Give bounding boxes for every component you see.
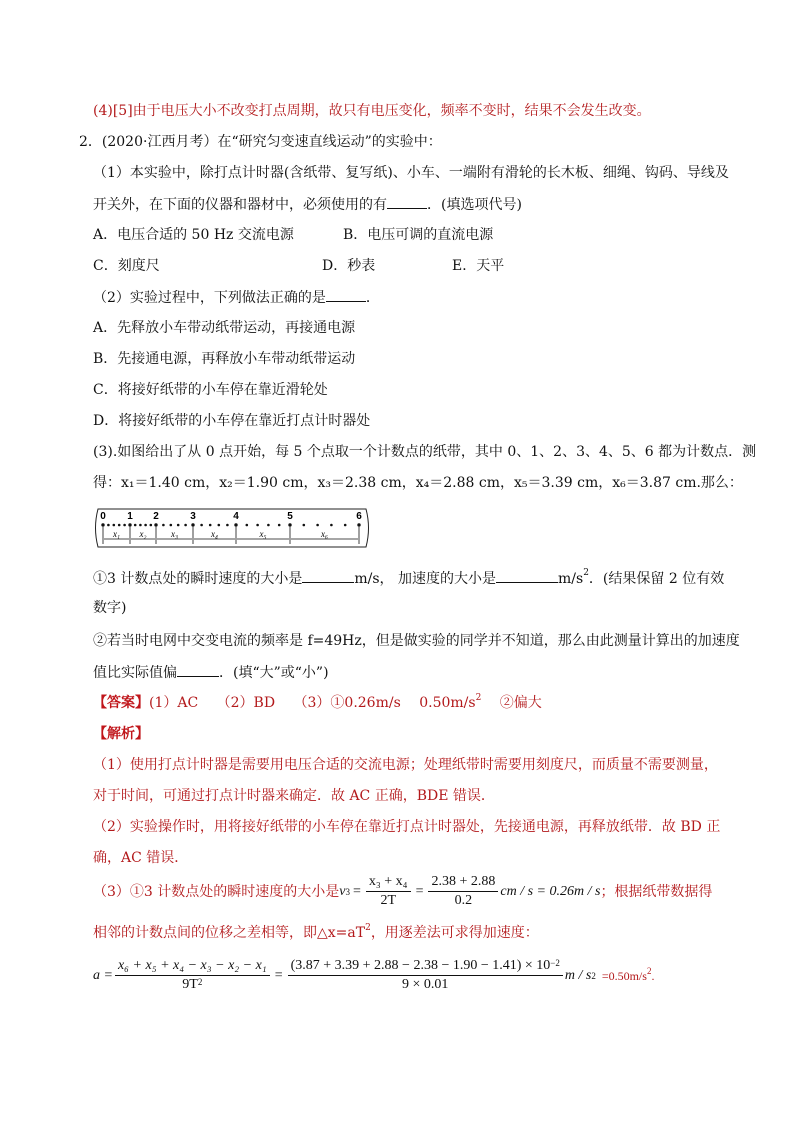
tape-point-label: 3 — [190, 511, 196, 522]
tape-dot — [303, 524, 306, 527]
tape-segment-label: x₂ — [139, 529, 147, 539]
option-E1 — [452, 256, 504, 276]
analysis-2-line1 — [93, 817, 720, 837]
tape-count-dot — [191, 523, 194, 526]
tape-dot — [123, 524, 126, 527]
answer-sup: 2 — [475, 693, 482, 703]
acc-frac1-num-text: x₆ + x₅ + x₄ − x₃ − x₂ − x₁ — [117, 958, 267, 973]
option-C1-text: C．刻度尺 — [93, 258, 160, 274]
option-A1 — [93, 225, 294, 245]
paper-tape-figure — [92, 506, 372, 550]
answer-text: (1）AC （2）BD （3）①0.26m/s 0.50m/s — [149, 695, 476, 711]
tape-dot — [200, 524, 203, 527]
acc-frac1-den-sup: 2 — [197, 977, 203, 987]
acceleration-formula: a = $\frac{\text{x₆ + x₅ + x₄ − x₃ − x₂ − x₁}}{9T^2}$ = $\frac{(3.87 + 3.39 + 2.88 - 2.38 - 1.90 - 1.41) \times 10^{-2}}{9 \times 0.01}$ m / s 2 $=0.50m/s^2$. — [93, 958, 655, 992]
q2-sub1-text-c: m/s — [558, 571, 584, 587]
tape-count-dot — [154, 523, 157, 526]
option-D1 — [322, 256, 375, 276]
tape-segment-label: x₁ — [112, 529, 121, 539]
q2-sub1-text-b: m/s， 加速度的大小是 — [354, 571, 496, 587]
analysis-label-line — [93, 724, 149, 744]
tape-dot — [226, 524, 229, 527]
tape-dot — [162, 524, 165, 527]
option-C2-text: C．将接好纸带的小车停在靠近滑轮处 — [93, 382, 328, 398]
tape-dot — [177, 524, 180, 527]
q2-part1-line1 — [93, 163, 729, 183]
acceleration-fraction-2 — [288, 958, 563, 993]
tape-point-label: 2 — [153, 511, 159, 522]
q2-part1-text-b: 开关外，在下面的仪器和器材中，必须使用的有 — [93, 197, 387, 213]
tape-count-dot — [357, 523, 360, 526]
tape-dot — [113, 524, 116, 527]
option-C1 — [93, 256, 160, 276]
tape-dot — [144, 524, 147, 527]
tape-dot — [184, 524, 187, 527]
analysis-2-text-b: 确，AC 错误． — [93, 850, 189, 866]
velocity-subscript: 3 — [345, 886, 350, 897]
q2-part1-line2 — [93, 194, 522, 215]
answer-blank-3[interactable] — [302, 568, 354, 583]
option-D1-text: D．秒表 — [322, 258, 376, 274]
prev-answer-line — [93, 101, 651, 121]
analysis-3b-tail: ，用逐差法可求得加速度： — [370, 925, 539, 941]
tape-dot — [316, 524, 319, 527]
tape-dot — [118, 524, 121, 527]
q2-sub2-text-c: ．(填“大”或“小”) — [219, 665, 329, 681]
option-D2-text: D．将接好纸带的小车停在靠近打点计时器处 — [93, 413, 371, 429]
acc-frac2-num — [288, 958, 563, 976]
velocity-unit: cm / s = 0.26m / s — [500, 883, 601, 899]
q2-sub2-text-b: 值比实际值偏 — [93, 665, 177, 681]
velocity-formula: v 3 = $\frac{\text{x₃ + x₄}}{2T}$ = $\frac{2.38 + 2.88}{0.2}$ cm / s = 0.26m / s — [339, 874, 601, 908]
answer-blank-4[interactable] — [496, 568, 558, 583]
tape-count-dot — [128, 523, 131, 526]
option-B1 — [343, 225, 493, 245]
prev-answer-text: (4)[5]由于电压大小不改变打点周期，故只有电压变化，频率不变时，结果不会发生改变。 — [93, 103, 651, 119]
tape-dot — [139, 524, 142, 527]
tape-count-dot — [101, 523, 104, 526]
analysis-2-text-a: （2）实验操作时，用将接好纸带的小车停在靠近打点计时器处，先接通电源，再释放纸带．故 BD 正 — [93, 819, 721, 835]
tape-dot — [170, 524, 173, 527]
question-2-heading — [79, 132, 442, 152]
option-C2 — [93, 380, 328, 400]
acc-frac2-den: 9 × 0.01 — [402, 977, 449, 992]
tape-dot — [267, 524, 270, 527]
q2-part3-line1 — [93, 442, 756, 462]
option-B2 — [93, 349, 355, 369]
answer-line — [93, 693, 542, 713]
q2-part2-line — [93, 287, 380, 308]
tape-segment-label: x₄ — [210, 529, 219, 539]
acc-frac1-num — [115, 958, 270, 976]
q2-sub1-line1 — [93, 568, 724, 589]
analysis-3-line1 — [93, 874, 712, 909]
analysis-label: 【解析】 — [93, 726, 149, 742]
tape-dot — [218, 524, 221, 527]
tape-segment-label: x₆ — [320, 529, 329, 539]
answer-blank-2[interactable] — [326, 287, 366, 302]
acc-frac2-num-text: (3.87 + 3.39 + 2.88 − 2.38 − 1.90 − 1.41) × 10 — [290, 958, 551, 973]
acc-frac1-den-text: 9T — [182, 977, 198, 992]
analysis-1-line2 — [93, 786, 495, 806]
tape-point-label: 0 — [100, 511, 106, 522]
analysis-3-post: ；根据纸带数据得 — [600, 883, 713, 900]
tape-count-dot — [234, 523, 237, 526]
velocity-fraction-2 — [428, 874, 498, 909]
analysis-2-line2 — [93, 848, 188, 868]
velocity-fraction-1 — [366, 874, 411, 909]
q2-part1-text-a: （1）本实验中，除打点计时器(含纸带、复写纸)、小车、一端附有滑轮的长木板、细绳、钩码、导线及 — [93, 165, 729, 181]
q2-sub1-text-e: 数字) — [93, 600, 127, 616]
velocity-frac1-num: x₃ + x₄ — [366, 874, 411, 892]
acceleration-result-end: . — [651, 968, 655, 983]
q2-part2-text: （2）实验过程中，下列做法正确的是 — [93, 290, 326, 306]
answer-blank-1[interactable] — [387, 194, 427, 209]
analysis-3-line2 — [93, 923, 539, 943]
analysis-1-text-b: 对于时间，可通过打点计时器来确定．故 AC 正确，BDE 错误． — [93, 788, 495, 804]
velocity-frac1-den: 2T — [380, 893, 396, 908]
q2-sub2-line1 — [93, 631, 740, 651]
tape-dot — [246, 524, 249, 527]
q2-sub2-text-a: ②若当时电网中交变电流的频率是 f=49Hz，但是做实验的同学并不知道，那么由此测量计算出的加速度 — [93, 633, 740, 649]
acceleration-unit: m / s — [564, 967, 592, 983]
tape-outline — [96, 509, 369, 547]
acceleration-fraction-1 — [115, 958, 270, 993]
velocity-symbol: v — [339, 883, 346, 899]
q2-sub1-text-d: ．(结果保留 2 位有效 — [588, 571, 725, 587]
q2-sub1-text-a: ①3 计数点处的瞬时速度的大小是 — [93, 571, 303, 587]
answer-tail: ②偏大 — [481, 695, 542, 711]
tape-point-label: 6 — [356, 511, 362, 522]
acceleration-unit-sup: 2 — [591, 970, 596, 981]
tape-dot — [209, 524, 212, 527]
tape-segment-label: x₅ — [259, 529, 267, 539]
acceleration-result-text: =0.50m/s — [601, 968, 647, 983]
option-A2 — [93, 318, 355, 338]
q2-part3-text-b: 得：x₁＝1.40 cm，x₂＝1.90 cm，x₃＝2.38 cm，x₄＝2.88 cm，x₅＝3.39 cm，x₆＝3.87 cm.那么： — [93, 475, 743, 491]
velocity-frac2-num: 2.38 + 2.88 — [428, 874, 498, 892]
tape-dot — [134, 524, 137, 527]
q2-part3-line2 — [93, 473, 743, 493]
option-E1-text: E．天平 — [452, 258, 505, 274]
analysis-3b-text: 相邻的计数点间的位移之差相等，即△x=aT — [93, 925, 366, 941]
analysis-1-text-a: （1）使用打点计时器是需要用电压合适的交流电源；处理纸带时需要用刻度尺，而质量不需要测量， — [93, 757, 718, 773]
q2-sub2-line2 — [93, 662, 329, 683]
q2-part1-tail: ．(填选项代号) — [427, 197, 522, 213]
q2-sub1-line2 — [93, 598, 126, 618]
analysis-3b-sup: 2 — [365, 923, 371, 933]
acc-frac2-num-sup: −2 — [550, 958, 560, 968]
tape-point-label: 4 — [233, 511, 239, 522]
velocity-frac2-den: 0.2 — [454, 893, 473, 908]
acc-frac1-den — [179, 976, 205, 993]
tape-dot — [107, 524, 110, 527]
option-B1-text: B．电压可调的直流电源 — [343, 227, 494, 243]
tape-count-dot — [288, 523, 291, 526]
acceleration-result-sup: 2 — [646, 965, 652, 976]
q2-sub1-sup: 2 — [583, 568, 589, 578]
answer-label: 【答案】 — [93, 695, 149, 711]
option-D2 — [93, 411, 370, 431]
tape-dot — [150, 524, 153, 527]
acceleration-lhs: a = — [93, 967, 113, 983]
q2-part3-text-a: (3).如图给出了从 0 点开始，每 5 个点取一个计数点的纸带，其中 0、1、2、3、4、5、6 都为计数点．测 — [93, 444, 757, 460]
analysis-3-pre: （3）①3 计数点处的瞬时速度的大小是 — [93, 883, 340, 900]
tape-segment-label: x₃ — [170, 529, 179, 539]
acceleration-result — [602, 966, 655, 986]
answer-blank-5[interactable] — [177, 662, 219, 677]
tape-dot — [344, 524, 347, 527]
tape-dot — [278, 524, 281, 527]
option-B2-text: B．先接通电源，再释放小车带动纸带运动 — [93, 351, 356, 367]
q2-part2-tail: ． — [365, 290, 380, 306]
analysis-1-line1 — [93, 755, 718, 775]
question-2-heading-text: 2．(2020·江西月考）在“研究匀变速直线运动”的实验中： — [79, 134, 442, 150]
option-A1-text: A．电压合适的 50 Hz 交流电源 — [93, 227, 294, 243]
tape-dot — [330, 524, 333, 527]
tape-point-label: 5 — [287, 511, 293, 522]
option-A2-text: A．先释放小车带动纸带运动，再接通电源 — [93, 320, 356, 336]
tape-point-label: 1 — [127, 511, 133, 522]
tape-dot — [256, 524, 259, 527]
